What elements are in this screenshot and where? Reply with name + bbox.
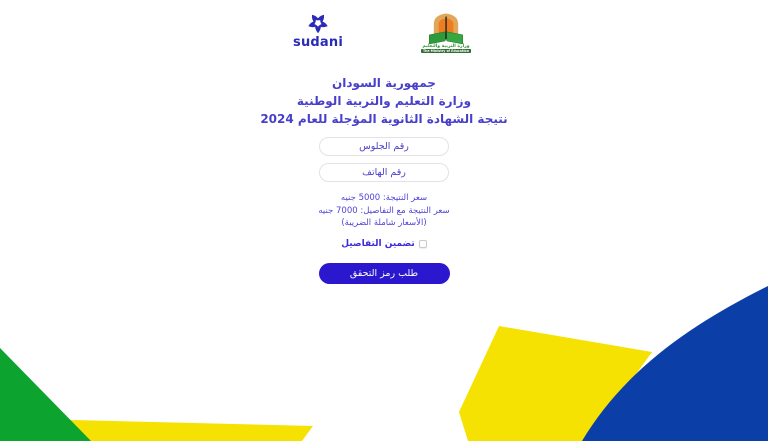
request-verification-code-button[interactable]: طلب رمز التحقق (319, 263, 450, 284)
ministry-name-english: The Ministry of Education (422, 49, 470, 53)
include-details-row (341, 239, 427, 249)
page-title (260, 74, 507, 128)
decoration-yellow-strip (0, 420, 313, 441)
phone-number-input[interactable] (319, 163, 449, 182)
title-line-country: جمهورية السودان (332, 76, 436, 90)
logo-row (295, 12, 473, 53)
sudani-logo (295, 12, 341, 50)
ministry-logo-icon (423, 12, 469, 44)
sudani-wordmark: sudani (293, 35, 343, 50)
sudani-star-icon (307, 12, 329, 34)
include-details-checkbox[interactable] (419, 240, 427, 248)
price-result-line: سعر النتيجة: 5000 جنيه (340, 193, 428, 203)
pricing-info (318, 192, 449, 230)
ministry-name-arabic: وزارة التربية والتعليم (422, 44, 470, 49)
price-tax-note: (الأسعار شاملة الضريبة) (341, 218, 427, 228)
price-details-line: سعر النتيجة مع التفاصيل: 7000 جنيه (318, 205, 450, 216)
decoration-green-triangle (0, 348, 91, 441)
title-line-ministry: وزارة التعليم والتربية الوطنية (296, 94, 472, 108)
title-line-result: نتيجة الشهادة الثانوية المؤجلة للعام 2024 (260, 112, 508, 126)
seat-number-input[interactable] (319, 137, 449, 156)
include-details-label: تضمين التفاصيل (341, 238, 415, 249)
decoration-blue-curve (582, 286, 768, 441)
ministry-logo (419, 12, 473, 53)
result-form (318, 137, 449, 284)
decoration-yellow-quad (459, 326, 652, 441)
